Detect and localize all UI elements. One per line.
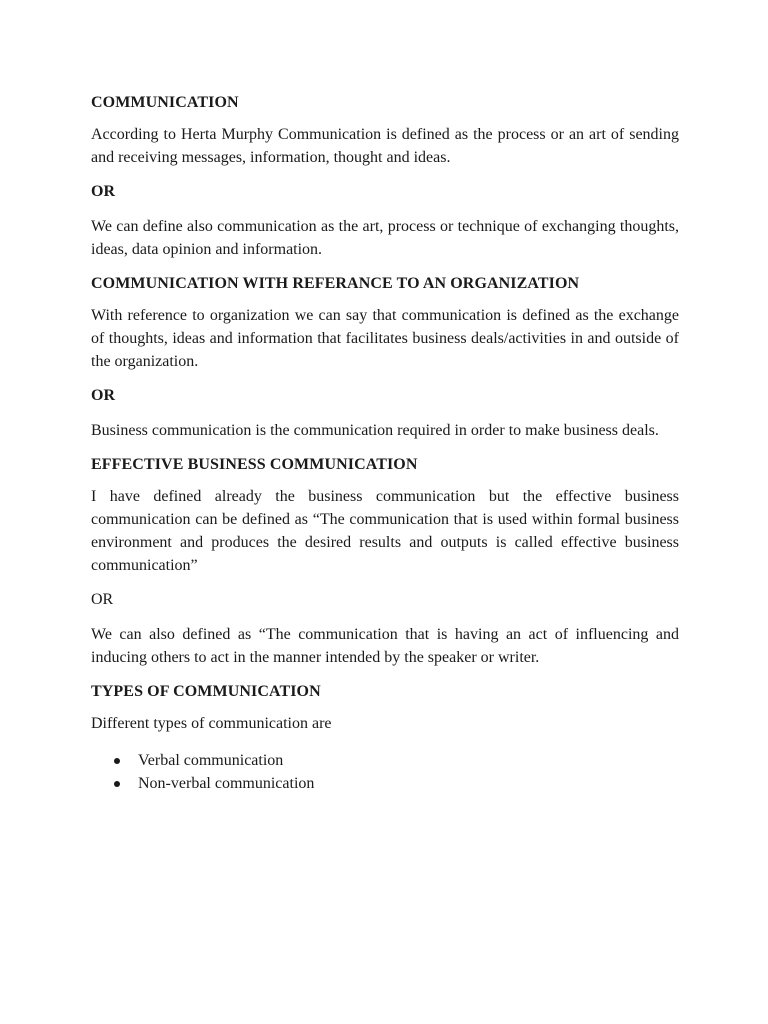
or-separator-3: OR bbox=[91, 591, 114, 608]
paragraph-types-intro: Different types of communication are bbox=[91, 715, 332, 732]
paragraph-influencing: We can also defined as “The communication that is having an act of influencing and inducing others to act in the manner intended by the speaker or writer. bbox=[91, 626, 679, 666]
document-content bbox=[91, 92, 679, 795]
or-separator-1: OR bbox=[91, 183, 115, 200]
heading-communication: COMMUNICATION bbox=[91, 94, 239, 111]
heading-types: TYPES OF COMMUNICATION bbox=[91, 683, 321, 700]
list-item-label: Verbal communication bbox=[138, 752, 284, 769]
list-item-non-verbal bbox=[91, 772, 679, 795]
paragraph-business-communication: Business communication is the communication required in order to make business deals. bbox=[91, 422, 659, 439]
list-item-verbal bbox=[91, 749, 679, 772]
list-item-label: Non-verbal communication bbox=[138, 775, 315, 792]
heading-effective-business: EFFECTIVE BUSINESS COMMUNICATION bbox=[91, 456, 418, 473]
bullet-icon bbox=[114, 781, 120, 787]
paragraph-organization: With reference to organization we can say that communication is defined as the exchange of thoughts, ideas and information that facilitates business deals/activities in and outside of the organization. bbox=[91, 307, 679, 370]
bullet-icon bbox=[114, 758, 120, 764]
paragraph-definition-murphy: According to Herta Murphy Communication is defined as the process or an art of sending and receiving messages, information, thought and ideas. bbox=[91, 126, 679, 166]
paragraph-effective-business: I have defined already the business communication but the effective business communication can be defined as “The communication that is used within formal business environment and produces the desired results and outputs is called effective business communication” bbox=[91, 488, 679, 574]
or-separator-2: OR bbox=[91, 387, 115, 404]
paragraph-definition-art: We can define also communication as the art, process or technique of exchanging thoughts, ideas, data opinion and information. bbox=[91, 218, 679, 258]
types-list bbox=[91, 749, 679, 795]
heading-organization: COMMUNICATION WITH REFERANCE TO AN ORGANIZATION bbox=[91, 275, 580, 292]
